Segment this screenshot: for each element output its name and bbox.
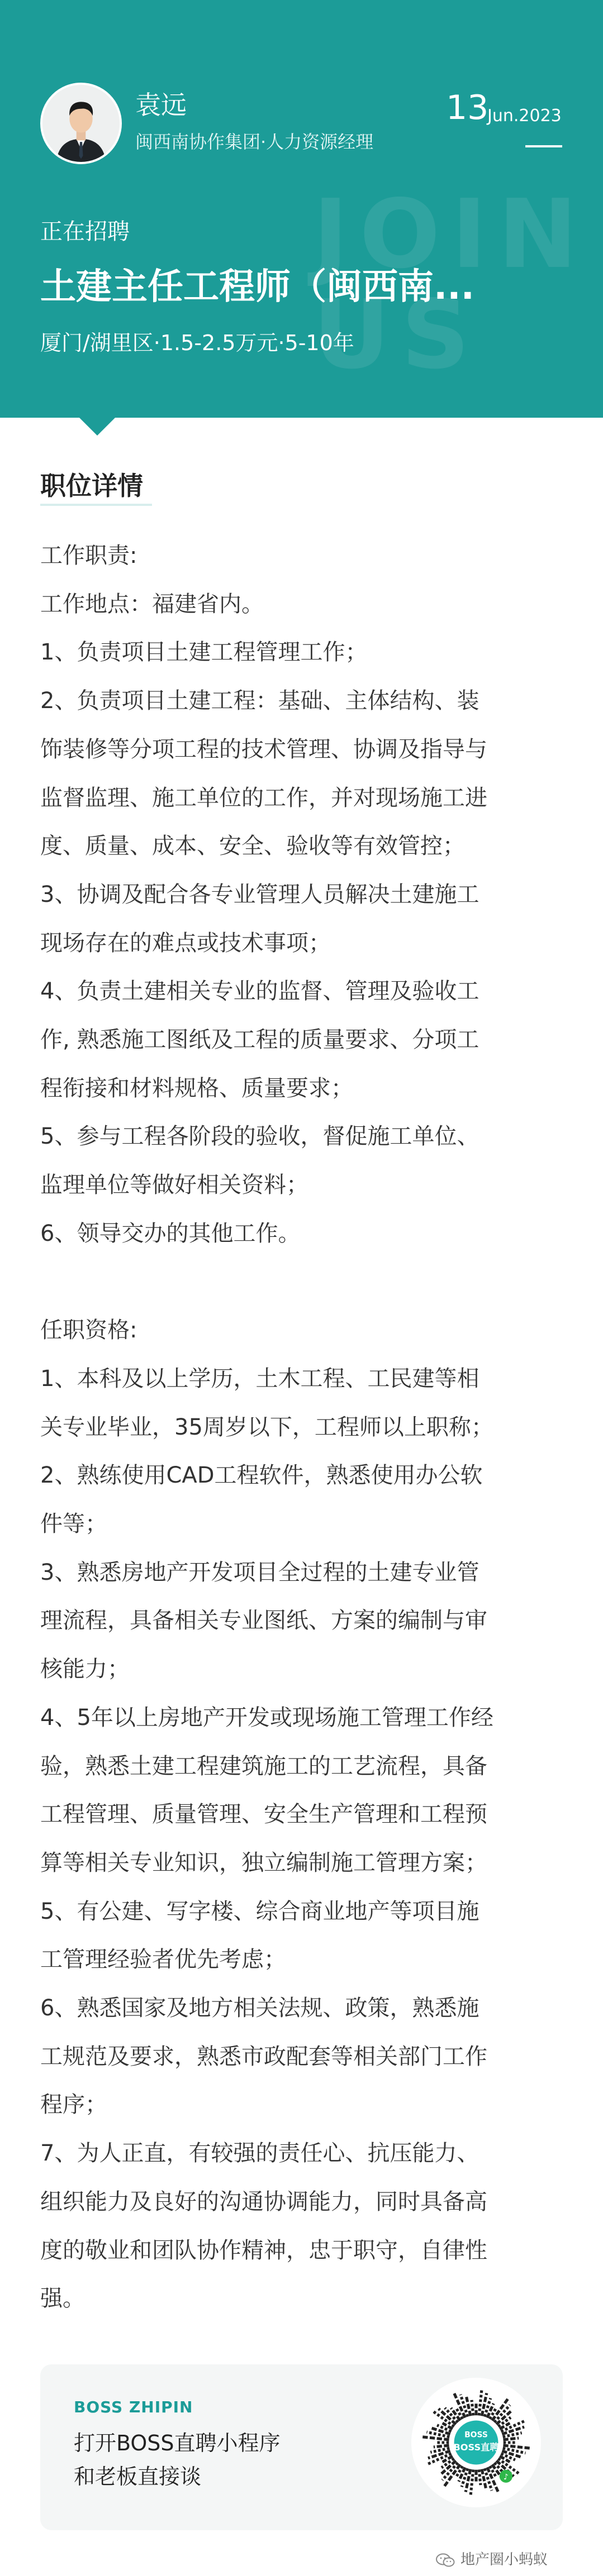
- description-line: 组织能力及良好的沟通协调能力，同时具备高: [40, 2188, 487, 2215]
- qr-ray: [472, 2400, 473, 2416]
- qr-ray: [503, 2445, 530, 2448]
- qr-ray: [443, 2423, 453, 2429]
- recruiter-company: 闽西南协作集团·人力资源经理: [135, 131, 374, 152]
- description-line: 5、参与工程各阶段的验收，督促施工单位、: [40, 1124, 479, 1150]
- description-line: 1、负责项目土建工程管理工作；: [40, 639, 368, 666]
- description-line: 工规范及要求，熟悉市政配套等相关部门工作: [40, 2043, 487, 2070]
- description-line: 监理单位等做好相关资料；: [40, 1172, 308, 1198]
- description-line: 件等；: [40, 1511, 107, 1537]
- job-header: [0, 0, 603, 418]
- description-line: 程衔接和材料规格、质量要求；: [40, 1075, 353, 1101]
- description-line: 工程管理、质量管理、安全生产管理和工程预: [40, 1801, 487, 1828]
- description-line: 7、为人正直，有较强的责任心、抗压能力、: [40, 2140, 479, 2167]
- description-line: 2、熟练使用CAD工程软件，熟悉使用办公软: [40, 1463, 483, 1489]
- description-line: 度、质量、成本、安全、验收等有效管控；: [40, 833, 465, 859]
- description-line: 2、负责项目土建工程：基础、主体结构、装: [40, 688, 479, 714]
- person-icon: [42, 85, 120, 162]
- boss-zhipin-logo: BOSS ZHIPIN: [74, 2398, 193, 2416]
- description-line: 4、负责土建相关专业的监督、管理及验收工: [40, 978, 479, 1005]
- svg-text:BOSS: BOSS: [464, 2430, 488, 2440]
- chat-with-boss-text: 和老板直接谈: [74, 2464, 202, 2489]
- recruiter-avatar[interactable]: [40, 83, 122, 164]
- boss-zhipin-card[interactable]: [40, 2364, 563, 2530]
- hiring-label: 正在招聘: [40, 219, 130, 245]
- header-notch: [79, 418, 115, 436]
- description-line: 饰装修等分项工程的技术管理、协调及指导与: [40, 736, 487, 762]
- description-line: 算等相关专业知识，独立编制施工管理方案；: [40, 1849, 487, 1876]
- join-us-watermark: JOIN US: [313, 179, 589, 390]
- description-line: 理流程，具备相关专业图纸、方案的编制与审: [40, 1608, 487, 1634]
- svg-text:♪: ♪: [503, 2473, 509, 2482]
- post-date-day: 13: [446, 88, 489, 127]
- wechat-icon: [436, 2553, 455, 2568]
- description-line: 度的敬业和团队协作精神，忠于职守，自律性: [40, 2237, 487, 2263]
- description-line: 现场存在的难点或技术事项；: [40, 930, 331, 956]
- description-line: 1、本科及以上学历，土木工程、工民建等相: [40, 1365, 479, 1392]
- recruiter-name: 袁远: [135, 90, 187, 120]
- section-title: 职位详情: [40, 471, 143, 501]
- description-line: 5、有公建、写字楼、综合商业地产等项目施: [40, 1898, 479, 1924]
- section-title-underline: [40, 504, 152, 506]
- description-line: 工作职责:: [40, 543, 137, 568]
- description-line: 6、熟悉国家及地方相关法规、政策，熟悉施: [40, 1995, 479, 2021]
- description-line: 任职资格:: [40, 1317, 137, 1344]
- description-line: 关专业毕业，35周岁以下，工程师以上职称；: [40, 1414, 493, 1440]
- description-line: 程序；: [40, 2092, 107, 2118]
- open-miniprogram-text: 打开BOSS直聘小程序: [74, 2431, 281, 2455]
- date-underline: [525, 145, 562, 147]
- description-line: 6、领导交办的其他工作。: [40, 1220, 301, 1246]
- post-date-month: Jun.2023: [487, 106, 562, 126]
- description-line: 3、协调及配合各专业管理人员解决土建施工: [40, 881, 479, 907]
- qr-ray: [443, 2456, 453, 2462]
- qr-ray: [482, 2469, 486, 2488]
- job-meta: 厦门/湖里区·1.5-2.5万元·5-10年: [40, 331, 354, 355]
- blank-line: [40, 1258, 566, 1307]
- miniprogram-qr-code[interactable]: [411, 2378, 541, 2507]
- qr-ray: [479, 2469, 481, 2485]
- description-line: 4、5年以上房地产开发或现场施工管理工作经: [40, 1704, 493, 1731]
- description-line: 3、熟悉房地产开发项目全过程的土建专业管: [40, 1559, 479, 1585]
- description-line: 工作地点：福建省内。: [40, 591, 264, 617]
- qr-badge-text: BOSS直聘: [453, 2441, 499, 2453]
- job-title: 土建主任工程师（闽西南...: [40, 266, 474, 308]
- description-line: 监督监理、施工单位的工作，并对现场施工进: [40, 785, 487, 811]
- job-description: [40, 532, 566, 2323]
- description-line: 工管理经验者优先考虑；: [40, 1947, 286, 1973]
- qr-ray: [467, 2397, 471, 2416]
- description-line: 强。: [40, 2286, 85, 2312]
- description-line: 核能力；: [40, 1656, 130, 1683]
- credit-text: 地产圈小蚂蚁: [460, 2551, 548, 2568]
- description-line: 验，熟悉土建工程建筑施工的工艺流程，具备: [40, 1753, 487, 1779]
- qr-ray: [434, 2445, 449, 2447]
- description-line: 作, 熟悉施工图纸及工程的质量要求、分项工: [40, 1027, 479, 1053]
- qr-ray: [466, 2469, 471, 2492]
- qr-ray: [500, 2456, 510, 2462]
- qr-code-icon: [411, 2378, 541, 2507]
- qr-ray: [503, 2438, 519, 2440]
- qr-ray: [482, 2393, 487, 2416]
- qr-ray: [500, 2423, 510, 2429]
- qr-ray: [422, 2437, 449, 2440]
- source-credit: [436, 2551, 548, 2569]
